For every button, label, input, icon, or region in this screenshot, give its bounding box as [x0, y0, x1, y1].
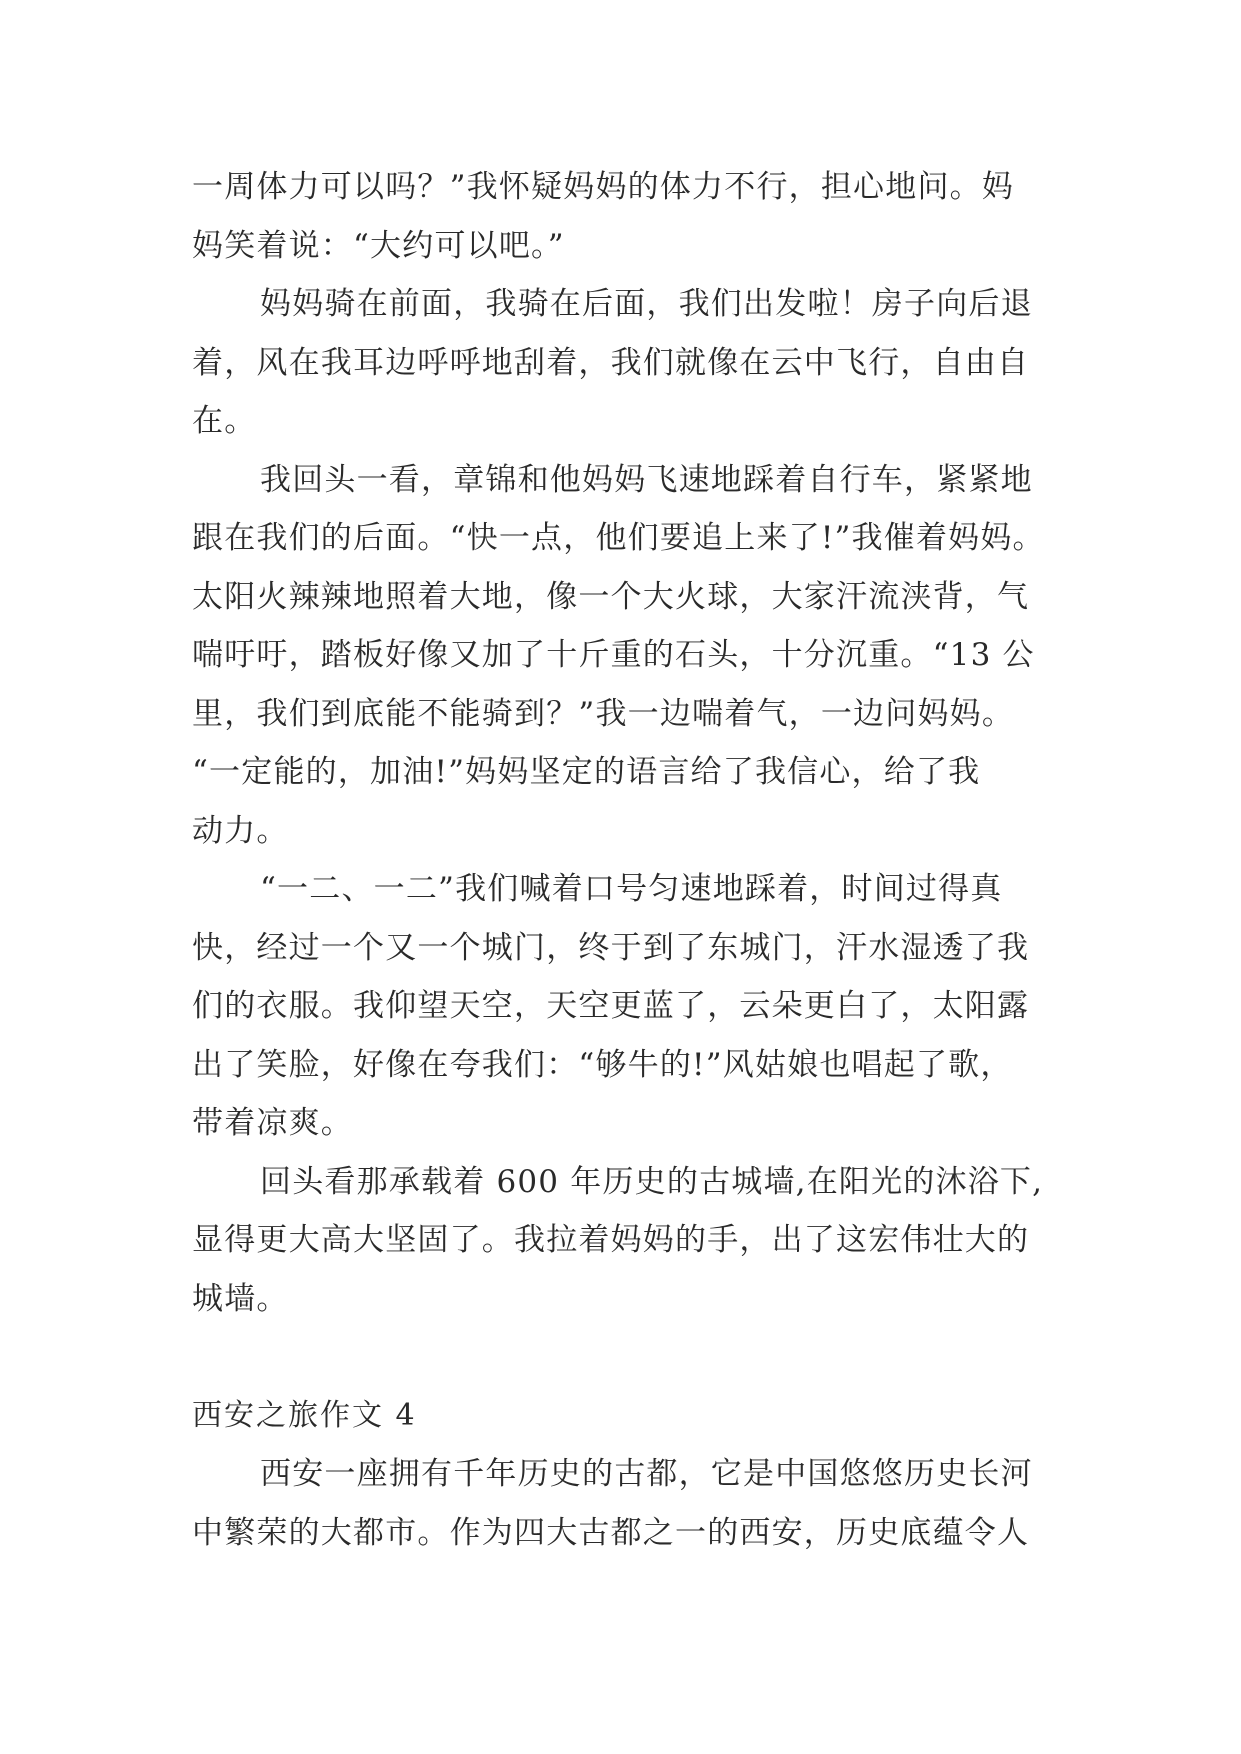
text-line: 妈笑着说：“大约可以吧。”	[192, 227, 565, 264]
text-line: 们的衣服。我仰望天空，天空更蓝了，云朵更白了，太阳露	[192, 988, 1030, 1024]
text-line: 妈妈骑在前面，我骑在后面，我们出发啦！房子向后退	[260, 286, 1033, 322]
text-line: 西安一座拥有千年历史的古都，它是中国悠悠历史长河	[260, 1456, 1033, 1492]
text-line: “一定能的，加油!”妈妈坚定的语言给了我信心，给了我	[192, 754, 981, 790]
text-line: 出了笑脸，好像在夸我们：“够牛的!”风姑娘也唱起了歌，	[192, 1046, 1013, 1083]
text-line: 里，我们到底能不能骑到？”我一边喘着气，一边问妈妈。	[192, 695, 1015, 732]
text-line: 太阳火辣辣地照着大地，像一个大火球，大家汗流浃背，气	[192, 578, 1030, 615]
text-line: 快，经过一个又一个城门，终于到了东城门，汗水湿透了我	[192, 929, 1030, 966]
text-line: 城墙。	[192, 1280, 289, 1317]
text-line: 我回头一看，章锦和他妈妈飞速地踩着自行车，紧紧地	[260, 461, 1033, 498]
text-line: 带着凉爽。	[192, 1105, 353, 1141]
text-line: 一周体力可以吗？”我怀疑妈妈的体力不行，担心地问。妈	[192, 169, 1015, 205]
text-line: 显得更大高大坚固了。我拉着妈妈的手，出了这宏伟壮大的	[192, 1222, 1030, 1258]
text-line: 回头看那承载着 600 年历史的古城墙,在阳光的沐浴下,	[260, 1163, 1044, 1200]
document-page	[192, 158, 1058, 1562]
section-heading: 西安之旅作文 4	[192, 1397, 417, 1433]
text-line: 跟在我们的后面。“快一点，他们要追上来了!”我催着妈妈。	[192, 520, 1045, 556]
paragraph-block-1	[192, 158, 1058, 1328]
text-line: 着，风在我耳边呼呼地刮着，我们就像在云中飞行，自由自	[192, 344, 1030, 381]
text-line: 中繁荣的大都市。作为四大古都之一的西安，历史底蕴令人	[192, 1514, 1030, 1551]
text-line: 喘吁吁，踏板好像又加了十斤重的石头，十分沉重。“13 公	[192, 637, 1035, 673]
text-line: “一二、一二”我们喊着口号匀速地踩着，时间过得真	[260, 871, 1003, 907]
text-line: 动力。	[192, 812, 289, 849]
text-line: 在。	[192, 403, 257, 439]
paragraph-block-2	[192, 1445, 1058, 1562]
section-gap	[192, 1328, 1058, 1387]
